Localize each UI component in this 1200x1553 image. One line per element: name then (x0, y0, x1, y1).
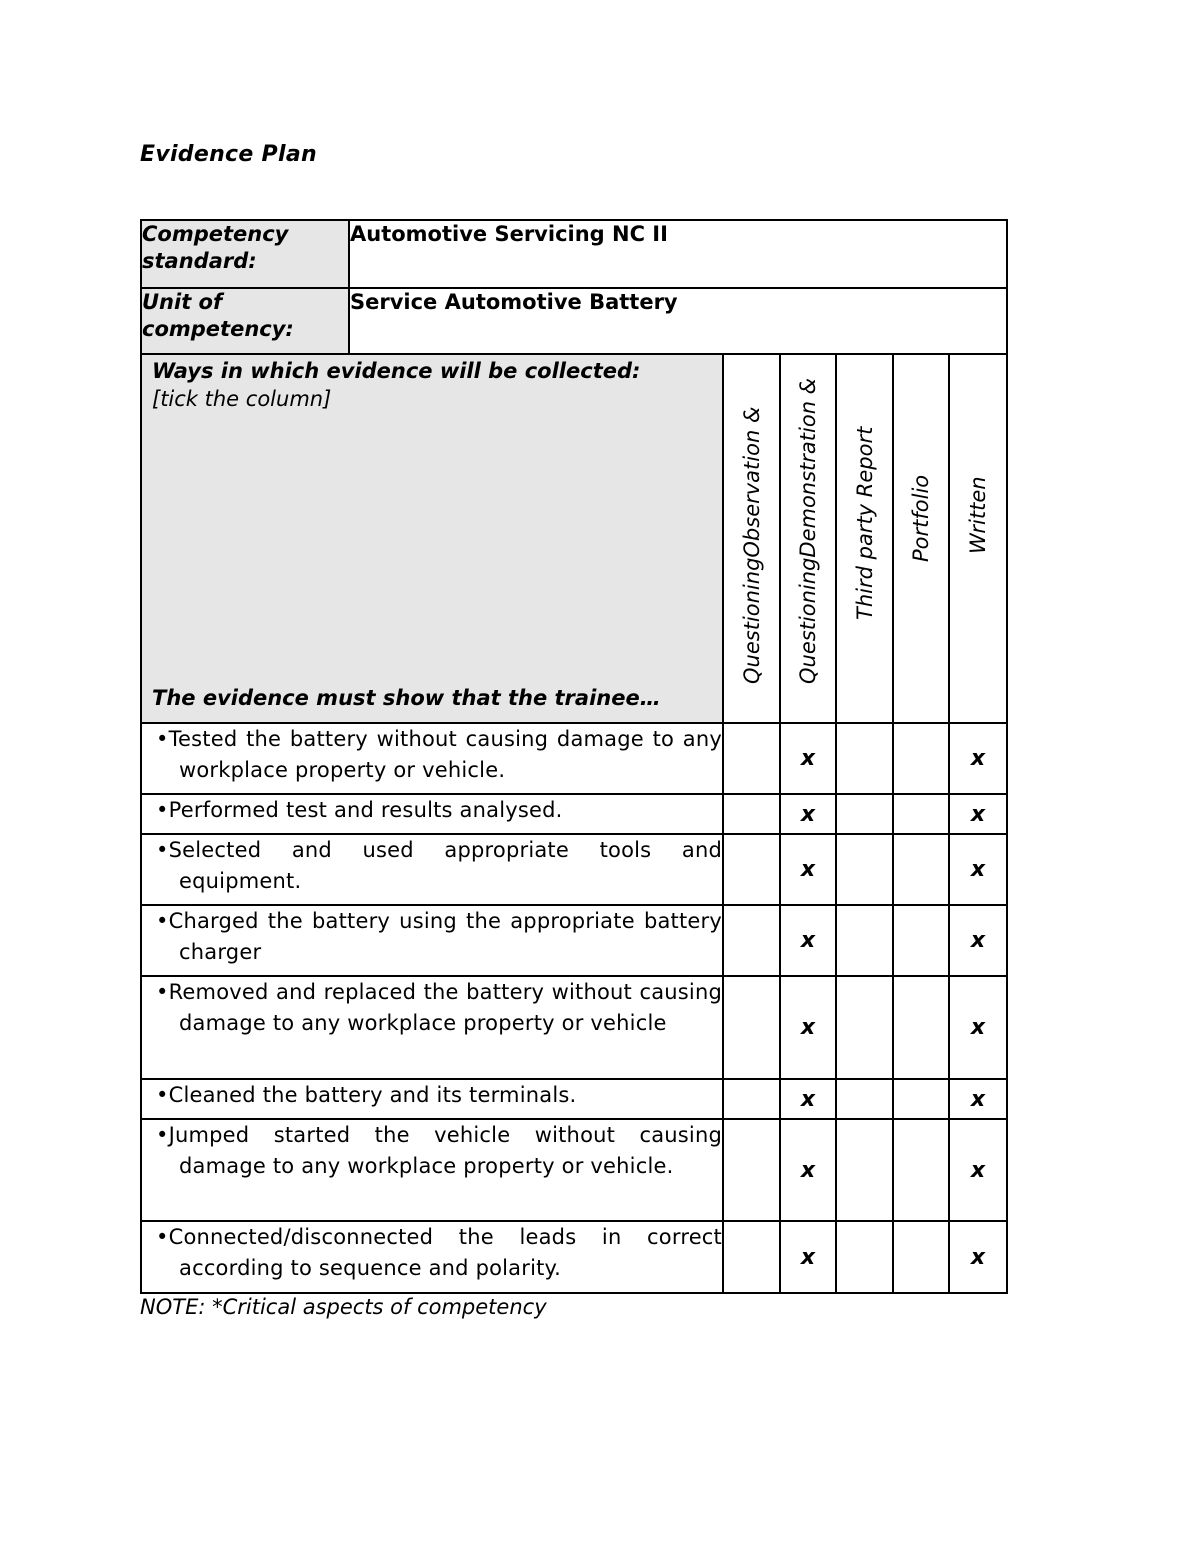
mark-cell (836, 905, 893, 976)
ways-header-cell (141, 354, 723, 723)
unit-of-competency-label: Unit of competency: (141, 288, 349, 354)
ways-subtitle: [tick the column] (152, 387, 332, 411)
mark-cell (723, 1221, 780, 1293)
criteria-text: •Jumped started the vehicle without causing damage to any workplace property or vehicle. (141, 1119, 723, 1221)
mark-cell: x (780, 905, 836, 976)
criteria-row (141, 834, 1007, 905)
mark-cell: x (949, 905, 1007, 976)
criteria-row (141, 905, 1007, 976)
criteria-text: •Selected and used appropriate tools and equipment. (141, 834, 723, 905)
critical-aspects-note: NOTE: *Critical aspects of competency (140, 1295, 547, 1319)
mark-cell: x (949, 834, 1007, 905)
competency-standard-value: Automotive Servicing NC II (349, 220, 1007, 288)
mark-cell: x (949, 1119, 1007, 1221)
mark-cell (723, 723, 780, 794)
mark-cell (723, 1119, 780, 1221)
mark-cell (836, 723, 893, 794)
mark-cell (836, 976, 893, 1079)
mark-cell (893, 1079, 949, 1119)
mark-cell: x (949, 794, 1007, 834)
criteria-row (141, 1119, 1007, 1221)
mark-cell: x (780, 1079, 836, 1119)
criteria-row (141, 1079, 1007, 1119)
mark-cell: x (949, 723, 1007, 794)
criteria-row (141, 976, 1007, 1079)
mark-cell (723, 905, 780, 976)
method-header-third-party (836, 354, 893, 723)
mark-cell (893, 723, 949, 794)
mark-cell (836, 794, 893, 834)
method-label: QuestioningObservation & (739, 406, 764, 684)
mark-cell: x (949, 1221, 1007, 1293)
mark-cell (836, 1079, 893, 1119)
evidence-plan-table (140, 219, 1008, 1294)
mark-cell: x (780, 1221, 836, 1293)
mark-cell (893, 976, 949, 1079)
method-label: Third party Report (852, 426, 877, 620)
unit-of-competency-row (141, 288, 1007, 354)
method-header-demonstration (780, 354, 836, 723)
unit-of-competency-value: Service Automotive Battery (349, 288, 1007, 354)
mark-cell: x (949, 1079, 1007, 1119)
criteria-text: •Connected/disconnected the leads in correct according to sequence and polarity. (141, 1221, 723, 1293)
competency-standard-label: Competency standard: (141, 220, 349, 288)
mark-cell (723, 1079, 780, 1119)
mark-cell: x (780, 976, 836, 1079)
criteria-text: •Charged the battery using the appropriate battery charger (141, 905, 723, 976)
criteria-row (141, 1221, 1007, 1293)
mark-cell (893, 905, 949, 976)
methods-header-row (141, 354, 1007, 723)
mark-cell (836, 1221, 893, 1293)
method-label: Written (966, 476, 991, 554)
evidence-intro: The evidence must show that the trainee… (152, 686, 661, 710)
mark-cell (893, 1119, 949, 1221)
method-header-portfolio (893, 354, 949, 723)
mark-cell (893, 834, 949, 905)
mark-cell: x (780, 1119, 836, 1221)
criteria-text: •Tested the battery without causing damage to any workplace property or vehicle. (141, 723, 723, 794)
mark-cell (723, 794, 780, 834)
document-title: Evidence Plan (140, 142, 317, 167)
method-label: Portfolio (909, 474, 933, 562)
method-label: QuestioningDemonstration & (796, 377, 820, 684)
mark-cell: x (780, 723, 836, 794)
mark-cell (893, 794, 949, 834)
ways-title: Ways in which evidence will be collected: (152, 359, 641, 383)
criteria-text: •Performed test and results analysed. (141, 794, 723, 834)
criteria-row (141, 794, 1007, 834)
method-header-observation (723, 354, 780, 723)
mark-cell (836, 1119, 893, 1221)
mark-cell (893, 1221, 949, 1293)
mark-cell (723, 834, 780, 905)
criteria-text: •Cleaned the battery and its terminals. (141, 1079, 723, 1119)
mark-cell: x (780, 794, 836, 834)
mark-cell: x (949, 976, 1007, 1079)
method-header-written (949, 354, 1007, 723)
competency-standard-row (141, 220, 1007, 288)
mark-cell (836, 834, 893, 905)
criteria-row (141, 723, 1007, 794)
mark-cell: x (780, 834, 836, 905)
mark-cell (723, 976, 780, 1079)
criteria-text: •Removed and replaced the battery without causing damage to any workplace property or vehicle (141, 976, 723, 1079)
